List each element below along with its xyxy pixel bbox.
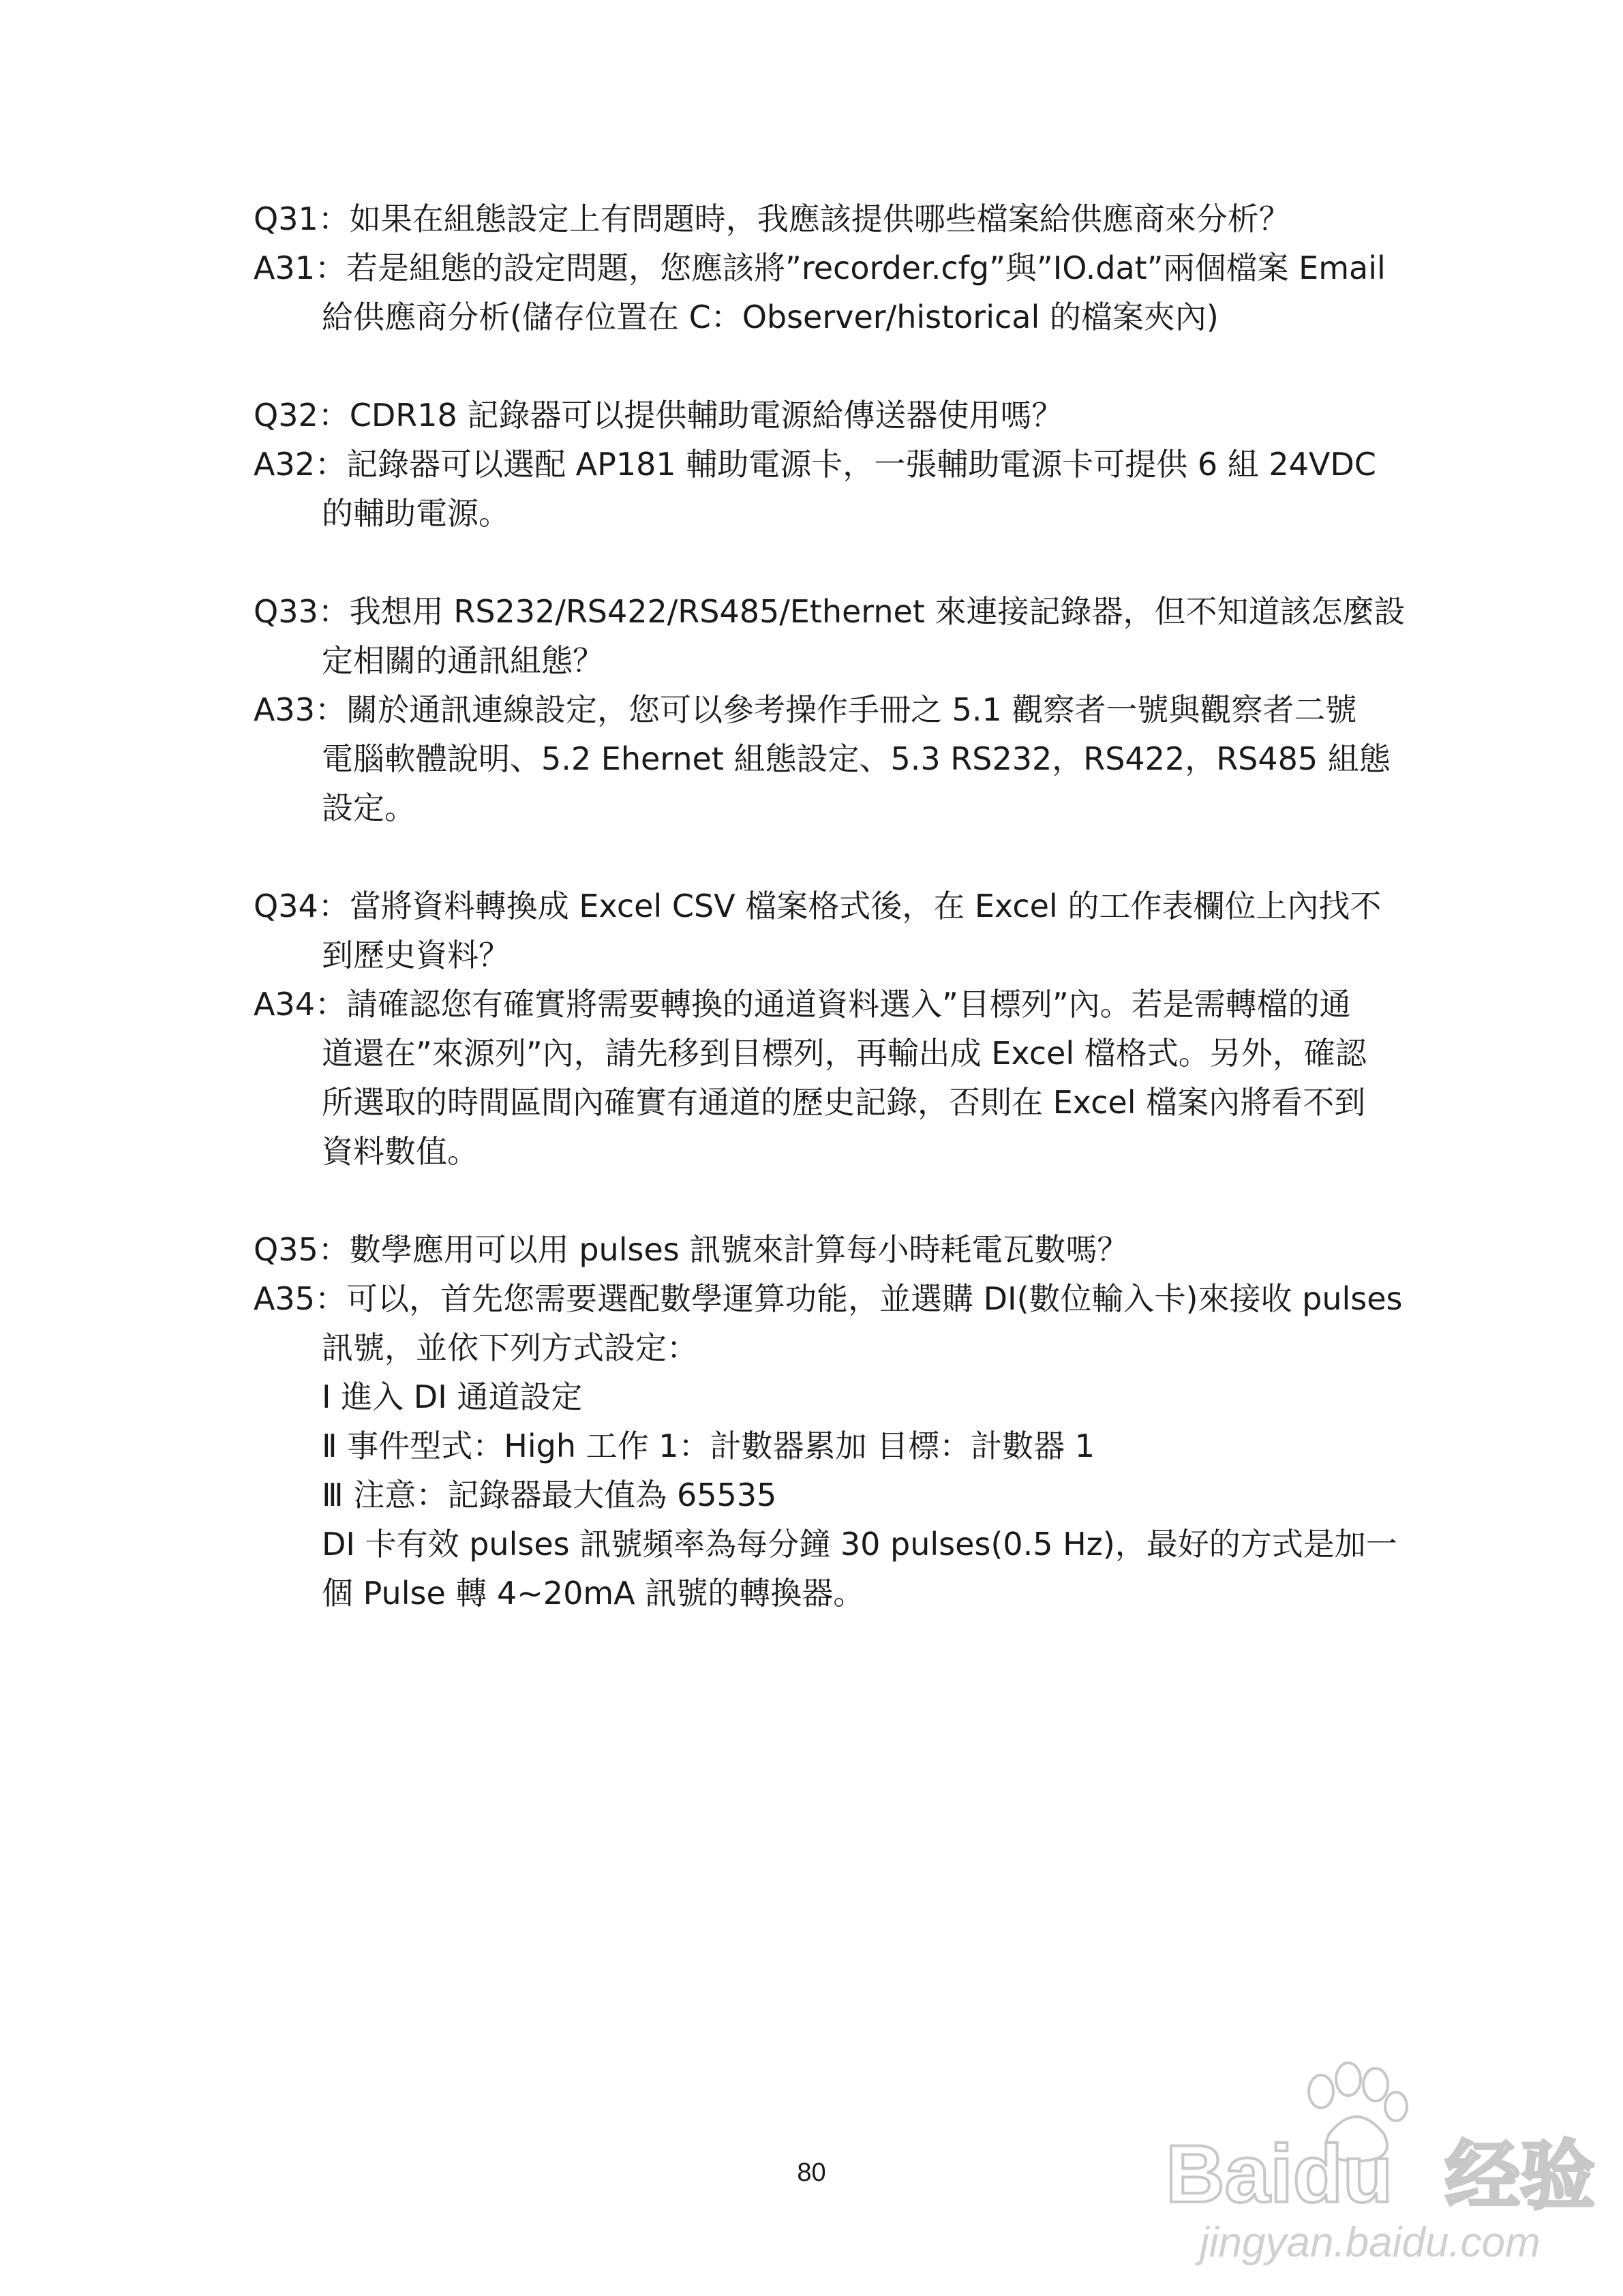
question-35: Q35：數學應用可以用 pulses 訊號來計算每小時耗電瓦數嗎？: [254, 1231, 1129, 1268]
answer-35-line-1: A35：可以，首先您需要選配數學運算功能，並選購 DI(數位輸入卡)來接收 pulses: [254, 1280, 1403, 1317]
answer-35-line-6: DI 卡有效 pulses 訊號頻率為每分鐘 30 pulses(0.5 Hz)，最好的方式是加一: [322, 1526, 1397, 1562]
answer-34-line-2: 道還在”來源列”內，請先移到目標列，再輸出成 Excel 檔格式。另外，確認: [322, 1035, 1367, 1072]
watermark-brand-cn: 经验: [1445, 2134, 1595, 2218]
baidu-watermark: [1159, 2052, 1595, 2277]
question-33-line-1: Q33：我想用 RS232/RS422/RS485/Ethernet 來連接記錄器，但不知道該怎麼設: [254, 593, 1406, 630]
answer-35-step-2: Ⅱ 事件型式：High 工作 1：計數器累加 目標：計數器 1: [322, 1428, 1095, 1464]
answer-32-line-2: 的輔助電源。: [322, 495, 510, 532]
answer-35-step-1: Ⅰ 進入 DI 通道設定: [322, 1378, 583, 1415]
qa-item-31: [254, 194, 1399, 342]
answer-33-line-3: 設定。: [322, 789, 416, 826]
qa-item-32: [254, 391, 1399, 538]
answer-34-line-1: A34：請確認您有確實將需要轉換的通道資料選入”目標列”內。若是需轉檔的通: [254, 986, 1351, 1023]
watermark-brand: Baidu: [1166, 2128, 1393, 2220]
answer-34-line-4: 資料數值。: [322, 1133, 479, 1170]
answer-31-line-1: A31：若是組態的設定問題，您應該將”recorder.cfg”與”IO.dat”兩個檔案 Email: [254, 250, 1386, 286]
answer-35-line-2: 訊號，並依下列方式設定：: [322, 1329, 698, 1366]
answer-31-line-2: 給供應商分析(儲存位置在 C：Observer/historical 的檔案夾內): [322, 299, 1219, 335]
answer-35-step-3: Ⅲ 注意：記錄器最大值為 65535: [322, 1477, 777, 1513]
question-34-line-2: 到歷史資料？: [322, 937, 510, 973]
answer-33-line-2: 電腦軟體說明、5.2 Ehernet 組態設定、5.3 RS232，RS422，RS485 組態: [322, 740, 1391, 777]
answer-35-line-7: 個 Pulse 轉 4~20mA 訊號的轉換器。: [322, 1575, 865, 1612]
qa-item-34: [254, 881, 1399, 1176]
page-number: 80: [797, 2158, 826, 2187]
qa-item-35: [254, 1225, 1403, 1618]
watermark-url: jingyan.baidu.com: [1200, 2219, 1541, 2266]
qa-item-33: [254, 587, 1406, 832]
answer-32-line-1: A32：記錄器可以選配 AP181 輔助電源卡，一張輔助電源卡可提供 6 組 24VDC: [254, 446, 1376, 483]
question-32: Q32：CDR18 記錄器可以提供輔助電源給傳送器使用嗎？: [254, 397, 1063, 434]
answer-33-line-1: A33：關於通訊連線設定，您可以參考操作手冊之 5.1 觀察者一號與觀察者二號: [254, 691, 1357, 728]
qa-content: [254, 194, 1406, 1618]
question-33-line-2: 定相關的通訊組態？: [322, 642, 604, 679]
question-31: Q31：如果在組態設定上有問題時，我應該提供哪些檔案給供應商來分析？: [254, 200, 1290, 237]
question-34-line-1: Q34：當將資料轉換成 Excel CSV 檔案格式後，在 Excel 的工作表欄位上內找不: [254, 888, 1382, 924]
answer-34-line-3: 所選取的時間區間內確實有通道的歷史記錄，否則在 Excel 檔案內將看不到: [322, 1084, 1366, 1121]
